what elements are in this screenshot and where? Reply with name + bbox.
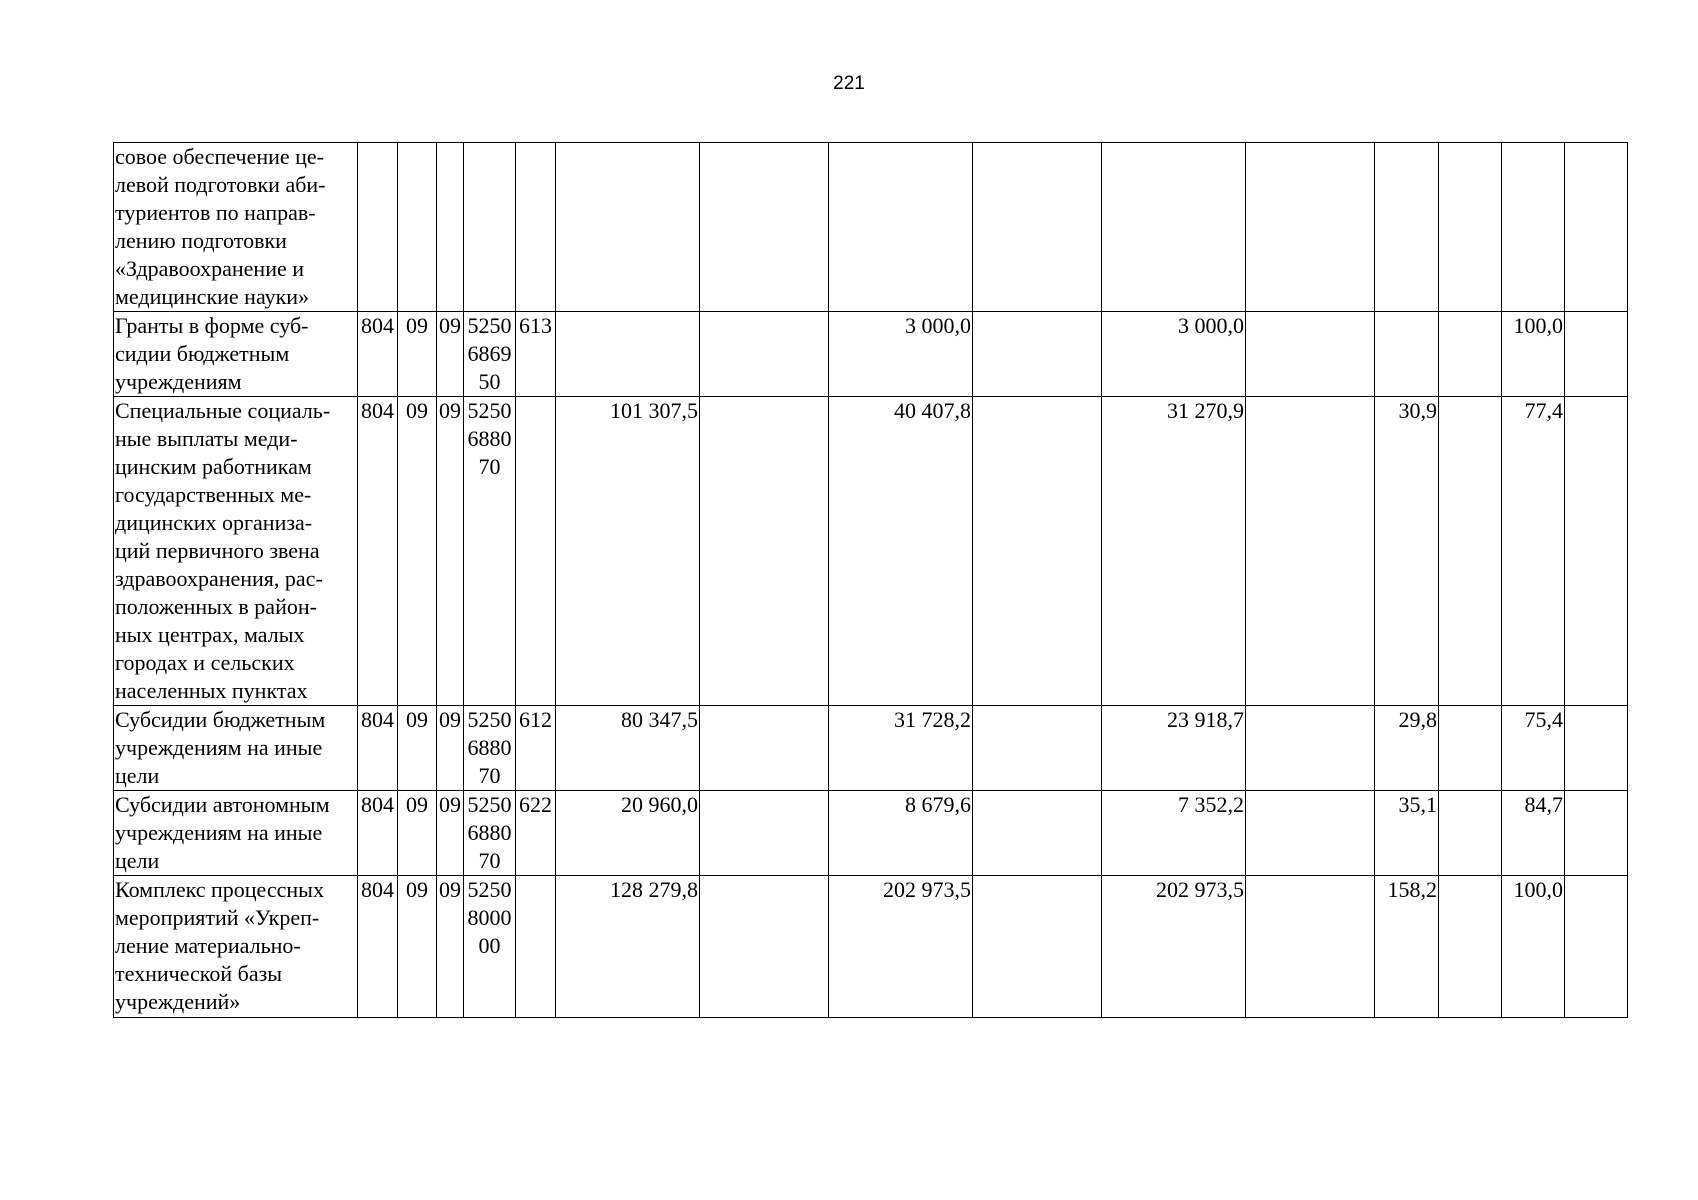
ved-code-cell: 804 (358, 706, 398, 791)
value-col-2-cell (700, 312, 829, 397)
row-name-line: Субсидии автономным (115, 792, 330, 817)
row-name-line: Гранты в форме суб- (115, 313, 309, 338)
row-name-line: дицинских организа- (115, 510, 313, 535)
table-row (114, 397, 1628, 706)
target-article-code-part: 70 (478, 454, 501, 479)
row-name-line: медицинские науки» (115, 284, 310, 309)
value-col-9-cell: 100,0 (1502, 876, 1565, 1018)
subsection-code-cell: 09 (437, 706, 464, 791)
row-name-line: цинским работникам (115, 454, 312, 479)
target-article-code-part: 5250 (467, 707, 512, 732)
value-col-9-cell (1502, 143, 1565, 312)
budget-table (113, 142, 1628, 1018)
page-number: 221 (833, 73, 865, 94)
section-code-cell: 09 (398, 397, 437, 706)
value-col-4-cell (973, 312, 1102, 397)
value-col-8-cell (1439, 876, 1502, 1018)
value-col-1-cell: 101 307,5 (556, 397, 700, 706)
target-article-code-part: 5250 (467, 398, 512, 423)
value-col-6-cell (1246, 706, 1375, 791)
row-name-cell (114, 876, 358, 1018)
row-name-line: левой подготовки аби- (115, 172, 326, 197)
value-col-2-cell (700, 706, 829, 791)
row-name-line: здравоохранения, рас- (115, 566, 323, 591)
value-col-1-cell (556, 143, 700, 312)
row-name-line: положенных в район- (115, 594, 317, 619)
subsection-code-cell: 09 (437, 876, 464, 1018)
value-col-5-cell: 202 973,5 (1102, 876, 1246, 1018)
row-name-line: населенных пунктах (115, 678, 308, 703)
value-col-5-cell: 23 918,7 (1102, 706, 1246, 791)
expense-type-code-cell (516, 876, 556, 1018)
value-col-4-cell (973, 791, 1102, 876)
value-col-10-cell (1565, 143, 1628, 312)
value-col-7-cell: 30,9 (1375, 397, 1439, 706)
value-col-2-cell (700, 876, 829, 1018)
table-row (114, 312, 1628, 397)
value-col-2-cell (700, 143, 829, 312)
row-name-line: Субсидии бюджетным (115, 707, 326, 732)
row-name-cell (114, 791, 358, 876)
subsection-code-cell: 09 (437, 397, 464, 706)
value-col-4-cell (973, 143, 1102, 312)
value-col-7-cell: 158,2 (1375, 876, 1439, 1018)
value-col-10-cell (1565, 791, 1628, 876)
value-col-8-cell (1439, 706, 1502, 791)
row-name-line: «Здравоохранение и (115, 256, 305, 281)
row-name-line: ций первичного звена (115, 538, 320, 563)
target-article-code-cell (464, 312, 516, 397)
value-col-9-cell: 100,0 (1502, 312, 1565, 397)
value-col-7-cell (1375, 312, 1439, 397)
table-row (114, 706, 1628, 791)
row-name-line: Специальные социаль- (115, 398, 331, 423)
value-col-3-cell (829, 143, 973, 312)
value-col-10-cell (1565, 706, 1628, 791)
value-col-1-cell: 80 347,5 (556, 706, 700, 791)
value-col-4-cell (973, 397, 1102, 706)
value-col-5-cell: 3 000,0 (1102, 312, 1246, 397)
row-name-line: учреждениям (115, 369, 242, 394)
target-article-code-cell (464, 706, 516, 791)
value-col-8-cell (1439, 143, 1502, 312)
value-col-2-cell (700, 397, 829, 706)
target-article-code-part: 5250 (467, 792, 512, 817)
value-col-3-cell: 40 407,8 (829, 397, 973, 706)
subsection-code-cell: 09 (437, 791, 464, 876)
expense-type-code-cell (516, 397, 556, 706)
row-name-line: Комплекс процессных (115, 877, 324, 902)
row-name-line: лению подготовки (115, 228, 287, 253)
value-col-2-cell (700, 791, 829, 876)
ved-code-cell: 804 (358, 312, 398, 397)
value-col-4-cell (973, 706, 1102, 791)
value-col-7-cell: 29,8 (1375, 706, 1439, 791)
section-code-cell: 09 (398, 791, 437, 876)
row-name-line: сидии бюджетным (115, 341, 290, 366)
row-name-line: государственных ме- (115, 482, 312, 507)
target-article-code-part: 5250 (467, 877, 512, 902)
ved-code-cell: 804 (358, 397, 398, 706)
expense-type-code-cell: 612 (516, 706, 556, 791)
target-article-code-part: 70 (478, 848, 501, 873)
row-name-cell (114, 706, 358, 791)
target-article-code-part: 6880 (467, 735, 512, 760)
section-code-cell: 09 (398, 706, 437, 791)
row-name-cell (114, 397, 358, 706)
value-col-5-cell: 7 352,2 (1102, 791, 1246, 876)
value-col-7-cell: 35,1 (1375, 791, 1439, 876)
row-name-line: ление материально- (115, 933, 301, 958)
row-name-line: цели (115, 848, 160, 873)
row-name-line: цели (115, 763, 160, 788)
target-article-code-part: 50 (478, 369, 501, 394)
table-row (114, 143, 1628, 312)
value-col-4-cell (973, 876, 1102, 1018)
value-col-8-cell (1439, 397, 1502, 706)
target-article-code-part: 6869 (467, 341, 512, 366)
section-code-cell: 09 (398, 876, 437, 1018)
row-name-cell (114, 312, 358, 397)
target-article-code-part: 6880 (467, 820, 512, 845)
target-article-code-part: 70 (478, 763, 501, 788)
row-name-line: учреждений» (115, 989, 241, 1014)
section-code-cell (398, 143, 437, 312)
value-col-9-cell: 75,4 (1502, 706, 1565, 791)
target-article-code-part: 5250 (467, 313, 512, 338)
value-col-3-cell: 8 679,6 (829, 791, 973, 876)
row-name-line: городах и сельских (115, 650, 295, 675)
row-name-line: мероприятий «Укреп- (115, 905, 320, 930)
value-col-9-cell: 77,4 (1502, 397, 1565, 706)
value-col-9-cell: 84,7 (1502, 791, 1565, 876)
value-col-8-cell (1439, 312, 1502, 397)
target-article-code-part: 8000 (467, 905, 512, 930)
table-row (114, 791, 1628, 876)
value-col-1-cell: 20 960,0 (556, 791, 700, 876)
value-col-5-cell (1102, 143, 1246, 312)
ved-code-cell: 804 (358, 876, 398, 1018)
expense-type-code-cell: 622 (516, 791, 556, 876)
row-name-line: совое обеспечение це- (115, 144, 325, 169)
row-name-line: туриентов по направ- (115, 200, 316, 225)
target-article-code-cell (464, 791, 516, 876)
expense-type-code-cell (516, 143, 556, 312)
row-name-line: технической базы (115, 961, 283, 986)
value-col-6-cell (1246, 397, 1375, 706)
value-col-1-cell (556, 312, 700, 397)
subsection-code-cell (437, 143, 464, 312)
value-col-10-cell (1565, 397, 1628, 706)
value-col-1-cell: 128 279,8 (556, 876, 700, 1018)
value-col-6-cell (1246, 876, 1375, 1018)
table-row (114, 876, 1628, 1018)
target-article-code-part: 00 (478, 933, 501, 958)
target-article-code-cell (464, 143, 516, 312)
section-code-cell: 09 (398, 312, 437, 397)
value-col-6-cell (1246, 312, 1375, 397)
value-col-3-cell: 3 000,0 (829, 312, 973, 397)
row-name-cell (114, 143, 358, 312)
row-name-line: учреждениям на иные (115, 820, 323, 845)
value-col-5-cell: 31 270,9 (1102, 397, 1246, 706)
table-body (114, 143, 1628, 1018)
subsection-code-cell: 09 (437, 312, 464, 397)
row-name-line: учреждениям на иные (115, 735, 323, 760)
target-article-code-cell (464, 397, 516, 706)
value-col-3-cell: 31 728,2 (829, 706, 973, 791)
value-col-6-cell (1246, 791, 1375, 876)
value-col-10-cell (1565, 876, 1628, 1018)
value-col-8-cell (1439, 791, 1502, 876)
row-name-line: ные выплаты меди- (115, 426, 298, 451)
ved-code-cell: 804 (358, 791, 398, 876)
ved-code-cell (358, 143, 398, 312)
row-name-line: ных центрах, малых (115, 622, 305, 647)
value-col-10-cell (1565, 312, 1628, 397)
target-article-code-part: 6880 (467, 426, 512, 451)
target-article-code-cell (464, 876, 516, 1018)
expense-type-code-cell: 613 (516, 312, 556, 397)
value-col-3-cell: 202 973,5 (829, 876, 973, 1018)
value-col-7-cell (1375, 143, 1439, 312)
value-col-6-cell (1246, 143, 1375, 312)
